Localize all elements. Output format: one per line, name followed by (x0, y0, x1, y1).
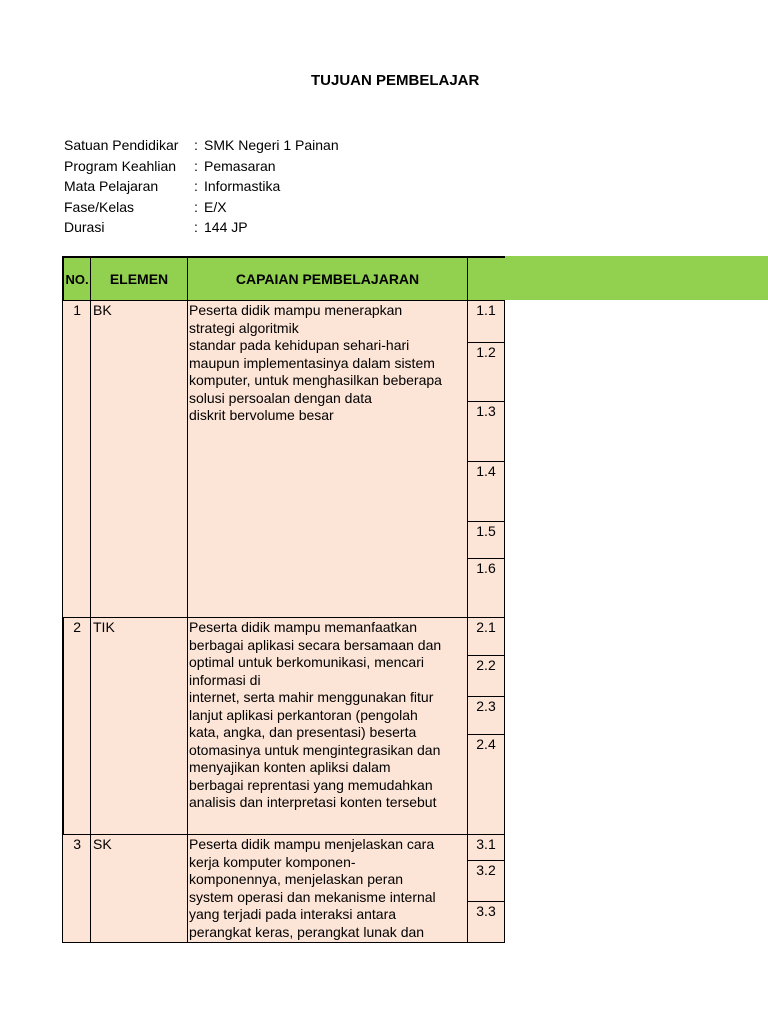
row-1-tujuan-5: 1.5 (467, 521, 505, 559)
row-3-tujuan-3: 3.3 (467, 901, 505, 943)
header-tujuan (467, 256, 505, 301)
row-2-tujuan-2: 2.2 (467, 655, 505, 697)
meta-label: Mata Pelajaran (64, 178, 159, 194)
row-2-tujuan-3: 2.3 (467, 696, 505, 735)
meta-colon: : (194, 178, 198, 194)
row-2-tujuan-4: 2.4 (467, 734, 505, 835)
row-1-capaian: Peserta didik mampu menerapkan strategi algoritmik standar pada kehidupan sehari-hari maupun implementasinya dalam sistem komputer, untuk menghasilkan beberapa solusi persoalan dengan data diskrit bervolume besar (187, 300, 468, 618)
meta-value: SMK Negeri 1 Painan (204, 137, 339, 153)
meta-row-durasi (64, 217, 339, 238)
row-1-tujuan-4: 1.4 (467, 461, 505, 522)
meta-value: 144 JP (204, 219, 248, 235)
row-2-no: 2 (62, 617, 91, 835)
header-capaian: CAPAIAN PEMBELAJARAN (187, 256, 468, 301)
header-band (504, 256, 768, 300)
meta-colon: : (194, 198, 198, 215)
row-2-tujuan-1: 2.1 (467, 617, 505, 656)
row-1-tujuan-1: 1.1 (467, 300, 505, 343)
meta-row-satuan (64, 135, 339, 156)
document-title: TUJUAN PEMBELAJAR (311, 72, 480, 89)
meta-value: Pemasaran (204, 157, 276, 174)
meta-colon: : (194, 137, 198, 153)
meta-value: E/X (204, 198, 227, 215)
meta-label: Satuan Pendidikar (64, 137, 179, 153)
row-2-elemen: TIK (90, 617, 188, 835)
row-1-tujuan-6: 1.6 (467, 558, 505, 618)
row-1-elemen: BK (90, 300, 188, 618)
row-3-no: 3 (62, 834, 91, 943)
meta-info (64, 135, 339, 238)
meta-row-program (64, 156, 339, 177)
meta-colon: : (194, 157, 198, 174)
row-1-tujuan-3: 1.3 (467, 401, 505, 462)
meta-value: Informastika (204, 178, 281, 194)
meta-label: Fase/Kelas (64, 198, 135, 215)
meta-row-mapel (64, 176, 339, 197)
header-elemen: ELEMEN (90, 256, 188, 301)
header-no: NO. (62, 256, 91, 301)
meta-colon: : (194, 219, 198, 235)
meta-row-fase (64, 197, 339, 218)
row-2-capaian: Peserta didik mampu memanfaatkan berbagai aplikasi secara bersamaan dan optimal untuk berkomunikasi, mencari informasi di internet, serta mahir menggunakan fitur lanjut aplikasi perkantoran (pengolah kata, angka, dan presentasi) beserta otomasinya untuk mengintegrasikan dan menyajikan konten apliksi dalam berbagai reprentasi yang memudahkan analisis dan interpretasi konten tersebut (187, 617, 468, 835)
row-3-tujuan-1: 3.1 (467, 834, 505, 861)
row-3-tujuan-2: 3.2 (467, 860, 505, 902)
row-3-elemen: SK (90, 834, 188, 943)
row-1-no: 1 (62, 300, 91, 618)
row-1-tujuan-2: 1.2 (467, 342, 505, 402)
row-3-capaian: Peserta didik mampu menjelaskan cara kerja komputer komponen- komponennya, menjelaskan peran system operasi dan mekanisme internal yang terjadi pada interaksi antara perangkat keras, perangkat lunak dan (187, 834, 468, 943)
meta-label: Durasi (64, 219, 105, 235)
meta-label: Program Keahlian (64, 157, 177, 174)
